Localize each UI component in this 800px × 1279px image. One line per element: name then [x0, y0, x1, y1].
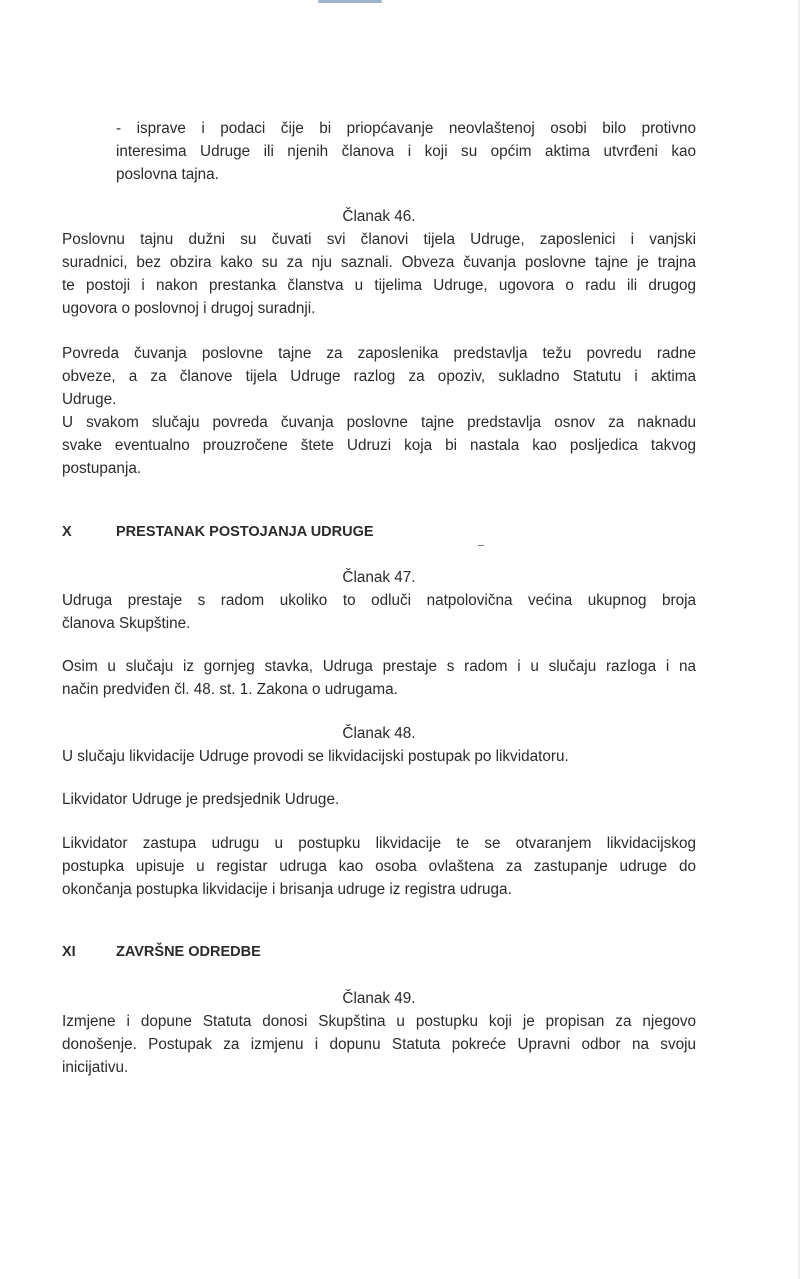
- article-46-p1-line-4: ugovora o poslovnoj i drugoj suradnji.: [62, 300, 316, 317]
- bullet-line-1: - isprave i podaci čije bi priopćavanje neovlaštenoj osobi bilo protivno: [116, 120, 696, 137]
- article-49-p1-line-3: inicijativu.: [62, 1059, 129, 1076]
- article-46-p2-line-5: svake eventualno prouzročene štete Udruzi koja bi nastala kao posljedica takvog: [62, 437, 696, 454]
- article-48-p3-line-3: okončanja postupka likvidacije i brisanja udruge iz registra udruga.: [62, 881, 512, 898]
- article-47-p1-line-1: Udruga prestaje s radom ukoliko to odluči natpolovična većina ukupnog broja: [62, 592, 696, 609]
- article-48-p3-line-2: postupka upisuje u registar udruga kao osoba ovlaštena za zastupanje udruge do: [62, 858, 696, 875]
- article-48-p1-line-1: U slučaju likvidacije Udruge provodi se likvidacijski postupak po likvidatoru.: [62, 748, 569, 765]
- article-47-p2-line-1: Osim u slučaju iz gornjeg stavka, Udruga prestaje s radom i u slučaju razloga i na: [62, 658, 696, 675]
- article-46-title: Članak 46.: [342, 208, 416, 225]
- bullet-line-2: interesima Udruge ili njenih članova i koji su općim aktima utvrđeni kao: [116, 143, 696, 160]
- article-46-p2-line-1: Povreda čuvanja poslovne tajne za zaposlenika predstavlja težu povredu radne: [62, 345, 696, 362]
- section-xi-title: ZAVRŠNE ODREDBE: [116, 944, 261, 960]
- article-48-p2-line-1: Likvidator Udruge je predsjednik Udruge.: [62, 791, 340, 808]
- article-47-p2-line-2: način predviđen čl. 48. st. 1. Zakona o udrugama.: [62, 681, 398, 698]
- article-46-p2-line-3: Udruge.: [62, 391, 117, 408]
- article-48-p3-line-1: Likvidator zastupa udrugu u postupku likvidacije te se otvaranjem likvidacijskog: [62, 835, 696, 852]
- article-47-p1-line-2: članova Skupštine.: [62, 615, 191, 632]
- article-48-title: Članak 48.: [342, 725, 416, 742]
- section-xi-number: XI: [62, 944, 76, 960]
- article-47-title: Članak 47.: [342, 569, 416, 586]
- article-46-p1-line-3: te postoji i nakon prestanka članstva u tijelima Udruge, ugovora o radu ili drugog: [62, 277, 696, 294]
- section-x-number: X: [62, 524, 72, 540]
- article-46-p1-line-1: Poslovnu tajnu dužni su čuvati svi članovi tijela Udruge, zaposlenici i vanjski: [62, 231, 696, 248]
- article-46-p2-line-2: obveze, a za članove tijela Udruge razlog za opoziv, sukladno Statutu i aktima: [62, 368, 696, 385]
- article-49-title: Članak 49.: [342, 990, 416, 1007]
- article-49-p1-line-1: Izmjene i dopune Statuta donosi Skupština u postupku koji je propisan za njegovo: [62, 1013, 696, 1030]
- scan-speck: [478, 545, 484, 546]
- article-46-p2-line-4: U svakom slučaju povreda čuvanja poslovne tajne predstavlja osnov za naknadu: [62, 414, 696, 431]
- section-x-title: PRESTANAK POSTOJANJA UDRUGE: [116, 524, 374, 540]
- article-46-p2-line-6: postupanja.: [62, 460, 142, 477]
- article-46-p1-line-2: suradnici, bez obzira kako su za nju saznali. Obveza čuvanja poslovne tajne je trajna: [62, 254, 696, 271]
- article-49-p1-line-2: donošenje. Postupak za izmjenu i dopunu Statuta pokreće Upravni odbor na svoju: [62, 1036, 696, 1053]
- bullet-line-3: poslovna tajna.: [116, 166, 219, 183]
- scan-mark: [318, 0, 382, 3]
